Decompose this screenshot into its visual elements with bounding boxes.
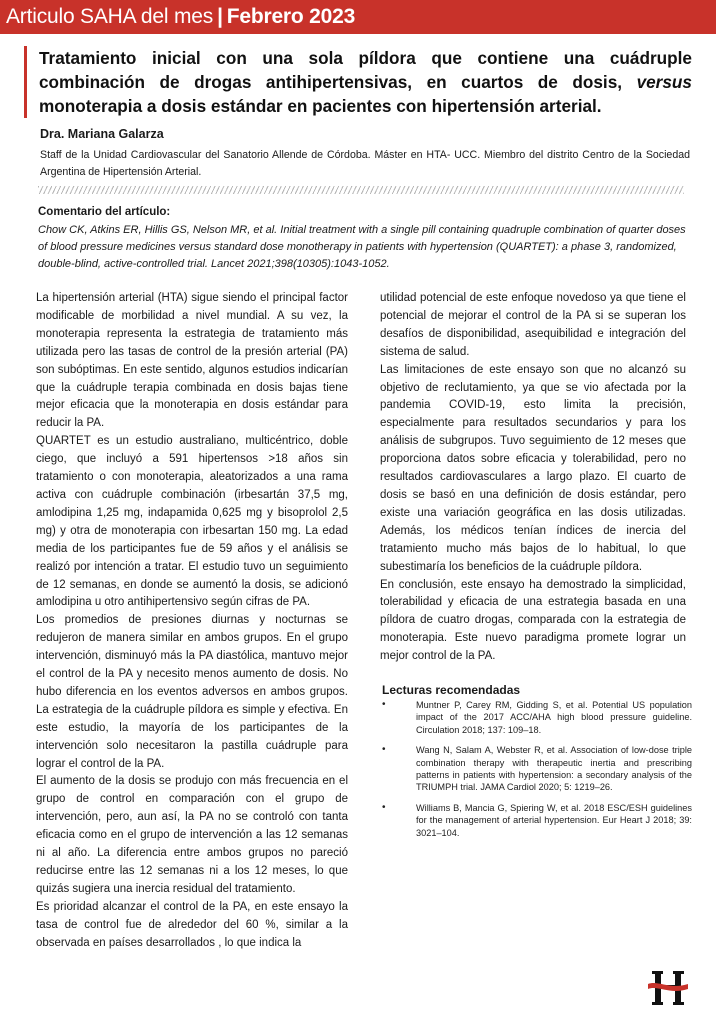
body-paragraph: En conclusión, este ensayo ha demostrado la simplicidad, tolerabilidad y eficacia de una estrategia basada en una píldora de cuatro drogas, comparada con la estrategia de monoterapia. Este nuevo paradigma promete lograr un mejor control de la PA. (380, 578, 686, 663)
reading-item: • Wang N, Salam A, Webster R, et al. Association of low-dose triple combination therapy with therapeutic inertia and prescribing patterns in patients with hypertension: a secondary analysis of the TRIUMPH trial. JAMA Cardiol 2020; 5: 1219–26. (382, 744, 692, 794)
body-column-left (36, 290, 348, 953)
comment-label: Comentario del artículo: (38, 206, 171, 218)
author-affiliation: Staff de la Unidad Cardiovascular del Sanatorio Allende de Córdoba. Máster en HTA- UCC. Miembro del distrito Centro de la Sociedad Argentina de Hipertensión Arterial. (40, 149, 690, 178)
author-name: Dra. Mariana Galarza (40, 127, 164, 141)
body-paragraph: La hipertensión arterial (HTA) sigue siendo el principal factor modificable de morbilidad a nivel mundial. A su vez, la monoterapia representa la estrategia de tratamiento más utilizada pero las tasas de control de la presión arterial (PA) son subóptimas. En este sentido, algunos estudios indicarían que la cuádruple terapia combinada en dosis bajas tiene mejor eficacia que la monoterapia en dosis estándar para reducir la PA. (36, 292, 348, 430)
title-part-2: monoterapia a dosis estándar en pacientes con hipertensión arterial. (39, 96, 602, 116)
article-citation: Chow CK, Atkins ER, Hillis GS, Nelson MR, et al. Initial treatment with a single pill containing quadruple combination of quarter doses of blood pressure medicines versus standard dose monotherapy in patients with hypertension (QUARTET): a phase 3, randomized, double-blind, active-controlled trial. Lancet 2021;398(10305):1043-1052. (38, 224, 686, 270)
body-column-right (380, 290, 686, 666)
body-paragraph: utilidad potencial de este enfoque novedoso ya que tiene el potencial de mejorar el control de la PA si se superan los desafíos de disponibilidad, asequibilidad e integración del sistema de salud. (380, 292, 686, 358)
body-paragraph: QUARTET es un estudio australiano, multicéntrico, doble ciego, que incluyó a 591 hipertensos >18 años sin tratamiento o con monoterapia, aleatorizados a una rama activa con cuádruple combinación (irbesartán 37,5 mg, amlodipina 1,25 mg, indapamida 0,625 mg y bisoprolol 2,5 mg) y otra de monoterapia con irbesartan 150 mg. La edad media de los participantes fue de 59 años y el análisis se realizó por intención a tratar. El estudio tuvo un seguimiento de 12 semanas, en donde se aumentó la dosis, se adicionó amlodipina u otro antihipertensivo según cifras de PA. (36, 435, 348, 609)
saha-logo-graphic (644, 967, 692, 1009)
body-paragraph: El aumento de la dosis se produjo con más frecuencia en el grupo de control en comparación con el grupo de intervención, pero, aun así, la PA no se controló con tanta eficacia como en el grupo de intervención a las 12 semanas ni al año. La diferencia entre ambos grupos no pareció reducirse entre las 12 semanas ni a los 12 meses, lo que quizás sugiera una inercia residual del tratamiento. (36, 775, 348, 895)
title-part-1: Tratamiento inicial con una sola píldora que contiene una cuádruple combinación de drogas antihipertensivas, en cuartos de dosis, (39, 48, 692, 92)
body-paragraph: Los promedios de presiones diurnas y nocturnas se redujeron de manera similar en ambos grupos. En el grupo intervención, disminuyó más la PA diastólica, mantuvo mejor el control de la PA y necesito menos aumento de dosis. No hubo diferencia en los eventos adversos en ambos grupos. La estrategia de la cuádruple píldora es simple y efectiva. En este estudio, la mayoría de los participantes de la intervención solo necesitaron la pastilla cuádruple para lograr el control de la PA. (36, 614, 348, 770)
title-block (24, 46, 692, 118)
hatched-divider (38, 186, 684, 194)
header-separator: | (217, 5, 223, 28)
reading-item: • Muntner P, Carey RM, Gidding S, et al. Potential US population impact of the 2017 ACC/AHA high blood pressure guideline. Circulation 2018; 137: 109–18. (382, 699, 692, 736)
body-paragraph: Las limitaciones de este ensayo son que no alcanzó su objetivo de reclutamiento, ya que se vio afectada por la pandemia COVID-19, esto limita la precisión, especialmente para resultados secundarios y para los análisis de subgrupos. Tuvo seguimiento de 12 meses que proporciona datos sobre eficacia y tolerabilidad, pero no resultados cardiovasculares a largo plazo. El cuarto de dosis se basó en una definición de dosis estándar, pero existe una variación geográfica en las dosis utilizadas. Además, los médicos tenían índices de inercia del tratamiento mucho más bajos de lo habitual, lo que subestimaría los beneficios de la cuádruple píldora. (380, 363, 686, 573)
title-italic: versus (636, 72, 692, 92)
header-section: Articulo SAHA del mes (6, 5, 214, 28)
header-bar (0, 0, 716, 34)
readings-list (382, 699, 692, 847)
saha-logo-icon (644, 967, 692, 1009)
body-paragraph: Es prioridad alcanzar el control de la PA, en este ensayo la tasa de control fue de alrededor del 60 %, similar a la observada en países desarrollados , lo que indica la (36, 900, 348, 949)
header-date: Febrero 2023 (226, 5, 356, 28)
article-title (39, 46, 692, 118)
readings-title: Lecturas recomendadas (382, 683, 521, 697)
reading-item: • Williams B, Mancia G, Spiering W, et al. 2018 ESC/ESH guidelines for the management of arterial hypertension. Eur Heart J 2018; 39: 3021–104. (382, 802, 692, 839)
